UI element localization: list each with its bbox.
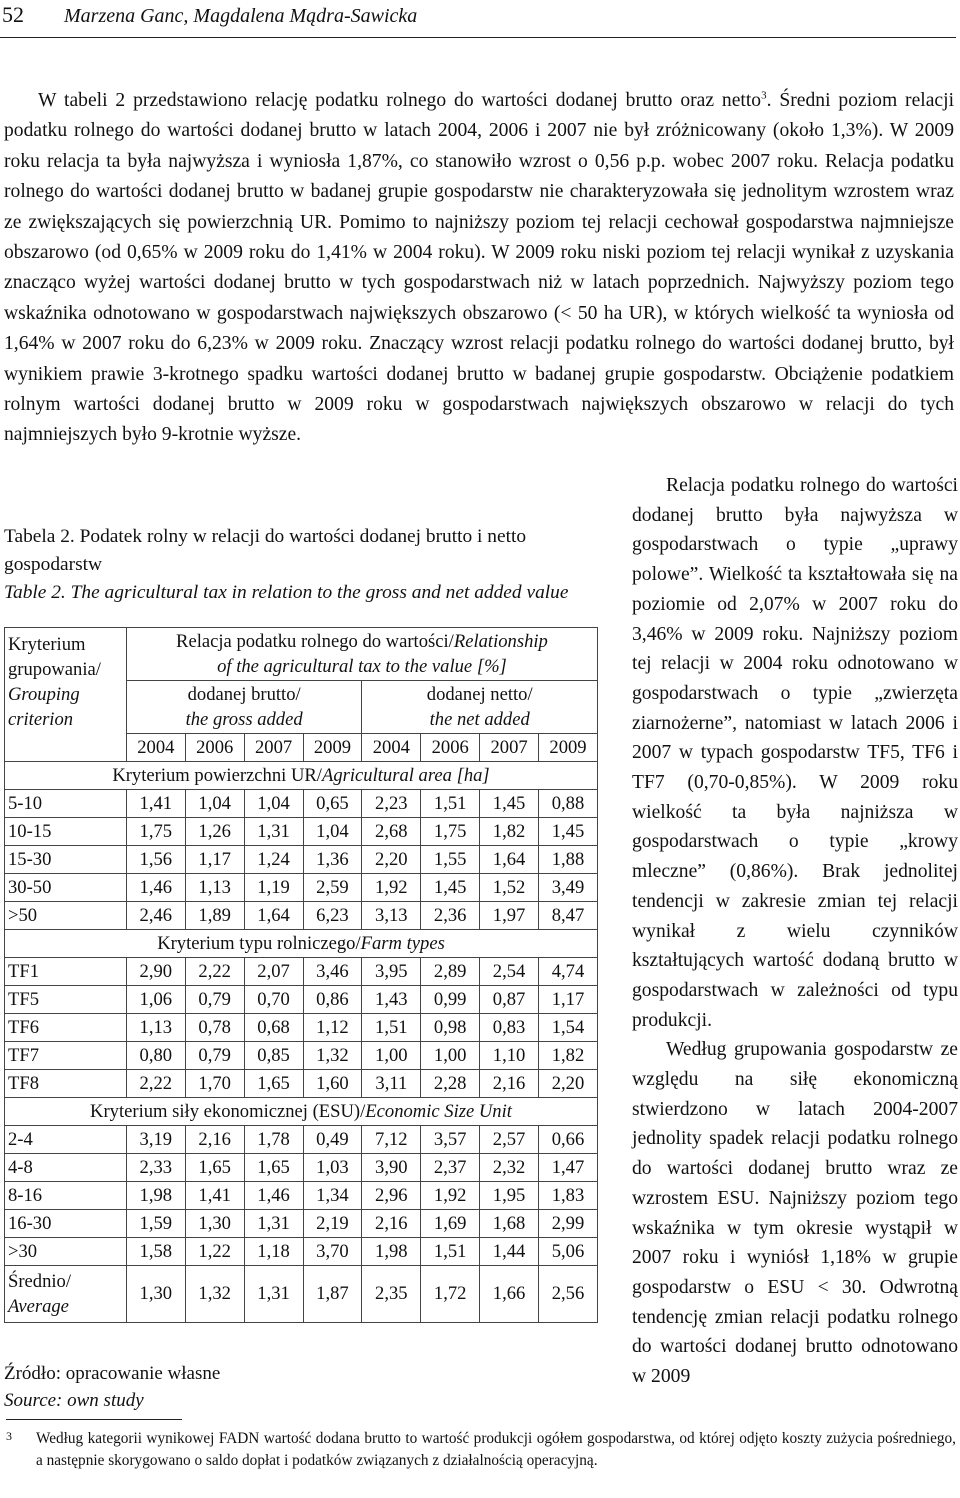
value-cell: 1,04: [244, 790, 303, 818]
value-cell: 2,20: [362, 846, 421, 874]
running-title: Marzena Ganc, Magdalena Mądra-Sawicka: [64, 5, 418, 27]
value-cell: 2,54: [480, 958, 539, 986]
average-label-pl: Średnio/: [8, 1271, 72, 1292]
row-label: 2-4: [5, 1126, 127, 1154]
value-cell: 3,13: [362, 902, 421, 930]
row-label: 16-30: [5, 1210, 127, 1238]
value-cell: 1,52: [480, 874, 539, 902]
average-value-cell: 2,35: [362, 1266, 421, 1323]
gross-header-en: the gross added: [185, 709, 303, 730]
value-cell: 2,22: [126, 1070, 185, 1098]
value-cell: 1,17: [185, 846, 244, 874]
value-cell: 1,69: [421, 1210, 480, 1238]
year-header-cell: 2007: [480, 734, 539, 762]
value-cell: 1,13: [185, 874, 244, 902]
value-cell: 1,92: [421, 1182, 480, 1210]
value-cell: 1,58: [126, 1238, 185, 1266]
value-cell: 0,80: [126, 1042, 185, 1070]
value-cell: 0,65: [303, 790, 362, 818]
value-cell: 1,65: [244, 1154, 303, 1182]
value-cell: 2,90: [126, 958, 185, 986]
group-title-row: [5, 1098, 598, 1126]
criterion-header: [5, 628, 127, 762]
intro-paragraph: [4, 86, 954, 451]
value-cell: 0,85: [244, 1042, 303, 1070]
intro-text-rest: . Średni poziom relacji podatku rolnego do wartości dodanej brutto w latach 2004, 2006 i 2007 nie był zróżnicowany (około 1,3%). W 2009 roku relacja ta była najwyższa i wyniosła 1,87%, co stanowiło wzrost o 0,56 p.p. wobec 2007 roku. Relacja podatku rolnego do wartości dodanej brutto w badanej grupie gospodarstw nie charakteryzowała się jednolitym wzrostem wraz ze zwiększających się powierzchnią UR. Pomimo to najniższy poziom tej relacji cechował gospodarstwa najmniejsze obszarowo (od 0,65% w 2009 roku do 1,41% w 2004 roku). W 2009 roku niski poziom tej relacji wynikał z uzyskania znacząco wyżej wartości dodanej brutto w tych gospodarstwach niż w latach poprzednich. Najwyższy poziom tego wskaźnika odnotowano w gospodarstwach największych obszarowo (< 50 ha UR), w których wielkość ta wyniosła od 1,64% w 2007 roku do 6,23% w 2009 roku. Znaczący wzrost relacji podatku rolnego do wartości dodanej brutto, był wynikiem prawie 3-krotnego spadku wartości dodanej brutto w badanej grupie gospodarstw. Obciążenie podatkiem rolnym wartości dodanej brutto w 2009 roku w gospodarstwach największych obszarowo w relacji do tych najmniejszych było 9-krotnie wyższe.: [4, 90, 955, 446]
value-cell: 3,95: [362, 958, 421, 986]
side-paragraph-1: Relacja podatku rolnego do wartości dodanej brutto była najwyższa w gospodarstwach o typie „uprawy polowe”. Wielkość ta kształtowała się na poziomie od 2,07% w 2007 roku do 3,46% w 2009 roku. Najniższy poziom tej relacji w 2004 roku odnotowano w gospodarstwach o typie „zwierzęta ziarnożerne”, natomiast w latach 2006 i 2007 w typach gospodarstw TF5, TF6 i TF7 (0,70-0,85%). W 2009 roku wielkość ta była najniższa w gospodarstwach o typie „krowy mleczne” (0,86%). Brak jednolitej tendencji w zakresie zmian tej relacji wynikał z wielu czynników kształtujących wartość dodaną brutto w gospodarstwach w zależności od typu produkcji.: [632, 475, 958, 1031]
average-value-cell: 1,32: [185, 1266, 244, 1323]
value-cell: 0,79: [185, 1042, 244, 1070]
value-cell: 1,06: [126, 986, 185, 1014]
value-cell: 0,68: [244, 1014, 303, 1042]
relation-header-en-2: of the agricultural tax to the value [%]: [217, 656, 507, 677]
footnote-text: Według kategorii wynikowej FADN wartość dodana brutto to wartość produkcji ogółem gospodarstwa, od której odjęto koszty zużycia pośredniego, a następnie skorygowano o saldo dopłat i podatków związanych z działalnością operacyjną.: [36, 1430, 956, 1469]
value-cell: 5,06: [539, 1238, 598, 1266]
value-cell: 0,98: [421, 1014, 480, 1042]
value-cell: 3,19: [126, 1126, 185, 1154]
table-row: [5, 1210, 598, 1238]
table-row: [5, 958, 598, 986]
table-row: [5, 874, 598, 902]
value-cell: 2,16: [362, 1210, 421, 1238]
year-header-cell: 2006: [421, 734, 480, 762]
table-row: [5, 1042, 598, 1070]
relation-header-pl: Relacja podatku rolnego do wartości/: [176, 631, 454, 652]
average-value-cell: 1,87: [303, 1266, 362, 1323]
row-label: 30-50: [5, 874, 127, 902]
value-cell: 1,98: [362, 1238, 421, 1266]
value-cell: 1,45: [480, 790, 539, 818]
table-row: [5, 846, 598, 874]
relation-header-en-1: Relationship: [453, 631, 548, 652]
value-cell: 2,22: [185, 958, 244, 986]
table-row: [5, 1126, 598, 1154]
group-title-row: [5, 762, 598, 790]
value-cell: 1,13: [126, 1014, 185, 1042]
value-cell: 1,24: [244, 846, 303, 874]
value-cell: 1,46: [244, 1182, 303, 1210]
average-value-cell: 2,56: [539, 1266, 598, 1323]
value-cell: 1,31: [244, 1210, 303, 1238]
value-cell: 1,64: [480, 846, 539, 874]
row-label: TF7: [5, 1042, 127, 1070]
value-cell: 1,47: [539, 1154, 598, 1182]
footnote-rule: [6, 1419, 182, 1420]
value-cell: 1,97: [480, 902, 539, 930]
value-cell: 1,17: [539, 986, 598, 1014]
value-cell: 1,43: [362, 986, 421, 1014]
footnote: [6, 1428, 956, 1471]
value-cell: 0,49: [303, 1126, 362, 1154]
value-cell: 1,36: [303, 846, 362, 874]
value-cell: 0,87: [480, 986, 539, 1014]
value-cell: 1,44: [480, 1238, 539, 1266]
gross-header: [126, 681, 362, 734]
value-cell: 2,33: [126, 1154, 185, 1182]
table-caption-pl: Tabela 2. Podatek rolny w relacji do wartości dodanej brutto i netto gospodarstw: [4, 526, 527, 575]
table-row: [5, 1238, 598, 1266]
value-cell: 2,23: [362, 790, 421, 818]
value-cell: 1,65: [185, 1154, 244, 1182]
value-cell: 1,04: [303, 818, 362, 846]
net-header-en: the net added: [429, 709, 530, 730]
row-label: TF6: [5, 1014, 127, 1042]
value-cell: 1,30: [185, 1210, 244, 1238]
group-title: [5, 1098, 598, 1126]
value-cell: 2,59: [303, 874, 362, 902]
value-cell: 1,56: [126, 846, 185, 874]
table-caption-en: Table 2. The agricultural tax in relation to the gross and net added value: [4, 582, 569, 603]
value-cell: 1,89: [185, 902, 244, 930]
average-value-cell: 1,72: [421, 1266, 480, 1323]
year-header-cell: 2006: [185, 734, 244, 762]
average-value-cell: 1,66: [480, 1266, 539, 1323]
value-cell: 1,92: [362, 874, 421, 902]
table-row: [5, 986, 598, 1014]
value-cell: 1,26: [185, 818, 244, 846]
value-cell: 1,70: [185, 1070, 244, 1098]
value-cell: 1,45: [539, 818, 598, 846]
year-header-cell: 2009: [303, 734, 362, 762]
table-row: [5, 1070, 598, 1098]
value-cell: 1,19: [244, 874, 303, 902]
year-header-cell: 2009: [539, 734, 598, 762]
table-row: [5, 1014, 598, 1042]
row-label: 4-8: [5, 1154, 127, 1182]
value-cell: 2,36: [421, 902, 480, 930]
value-cell: 2,16: [480, 1070, 539, 1098]
average-value-cell: 1,30: [126, 1266, 185, 1323]
value-cell: 1,31: [244, 818, 303, 846]
criterion-header-en: Grouping criterion: [8, 684, 80, 730]
value-cell: 1,60: [303, 1070, 362, 1098]
net-header: [362, 681, 598, 734]
group-title-en: Farm types: [360, 932, 445, 954]
value-cell: 1,98: [126, 1182, 185, 1210]
row-label: 15-30: [5, 846, 127, 874]
value-cell: 1,75: [126, 818, 185, 846]
footnote-ref: 3: [761, 89, 767, 102]
value-cell: 1,54: [539, 1014, 598, 1042]
source-pl: Źródło: opracowanie własne: [4, 1363, 221, 1384]
value-cell: 1,12: [303, 1014, 362, 1042]
table-caption: [4, 523, 604, 607]
group-title-en: Economic Size Unit: [365, 1100, 512, 1122]
value-cell: 1,22: [185, 1238, 244, 1266]
value-cell: 1,51: [421, 790, 480, 818]
value-cell: 2,99: [539, 1210, 598, 1238]
value-cell: 1,46: [126, 874, 185, 902]
value-cell: 1,41: [126, 790, 185, 818]
value-cell: 2,20: [539, 1070, 598, 1098]
side-column: [632, 471, 958, 1392]
value-cell: 2,89: [421, 958, 480, 986]
value-cell: 1,75: [421, 818, 480, 846]
value-cell: 2,28: [421, 1070, 480, 1098]
value-cell: 0,70: [244, 986, 303, 1014]
group-title-pl: Kryterium siły ekonomicznej (ESU)/: [90, 1100, 366, 1122]
value-cell: 3,49: [539, 874, 598, 902]
value-cell: 0,79: [185, 986, 244, 1014]
value-cell: 1,18: [244, 1238, 303, 1266]
value-cell: 1,41: [185, 1182, 244, 1210]
value-cell: 3,11: [362, 1070, 421, 1098]
table-source: [4, 1360, 220, 1414]
value-cell: 1,00: [362, 1042, 421, 1070]
value-cell: 0,83: [480, 1014, 539, 1042]
intro-text-start: W tabeli 2 przedstawiono relację podatku rolnego do wartości dodanej brutto oraz netto: [38, 90, 762, 111]
value-cell: 1,55: [421, 846, 480, 874]
group-title-en: Agricultural area [ha]: [321, 764, 490, 786]
row-label: >30: [5, 1238, 127, 1266]
header-rule: [0, 37, 956, 38]
page-number: 52: [2, 2, 24, 27]
criterion-header-pl: Kryterium grupowania/: [8, 634, 101, 680]
value-cell: 1,59: [126, 1210, 185, 1238]
value-cell: 3,57: [421, 1126, 480, 1154]
value-cell: 0,78: [185, 1014, 244, 1042]
value-cell: 1,82: [480, 818, 539, 846]
value-cell: 1,88: [539, 846, 598, 874]
value-cell: 0,86: [303, 986, 362, 1014]
average-label: [5, 1266, 127, 1323]
value-cell: 3,70: [303, 1238, 362, 1266]
page-header: [0, 0, 960, 40]
value-cell: 4,74: [539, 958, 598, 986]
year-header-cell: 2004: [362, 734, 421, 762]
source-en: Source: own study: [4, 1390, 144, 1411]
footnote-mark: 3: [6, 1429, 12, 1443]
value-cell: 1,51: [362, 1014, 421, 1042]
value-cell: 1,83: [539, 1182, 598, 1210]
gross-header-pl: dodanej brutto/: [187, 684, 301, 705]
value-cell: 2,96: [362, 1182, 421, 1210]
group-title-row: [5, 930, 598, 958]
value-cell: 2,32: [480, 1154, 539, 1182]
value-cell: 1,68: [480, 1210, 539, 1238]
row-label: TF1: [5, 958, 127, 986]
average-row: [5, 1266, 598, 1323]
value-cell: 1,95: [480, 1182, 539, 1210]
value-cell: 1,32: [303, 1042, 362, 1070]
value-cell: 0,99: [421, 986, 480, 1014]
side-paragraph-2: Według grupowania gospodarstw ze względu na siłę ekonomiczną stwierdzono w latach 2004-2007 jednolity spadek relacji podatku rolnego do wartości dodanej brutto wraz ze wzrostem ESU. Najniższy poziom tego wskaźnika w tym okresie wystąpił w 2007 roku i wyniósł 1,18% w grupie gospodarstw o ESU < 30. Odwrotną tendencję zmian relacji podatku rolnego do wartości dodanej brutto odnotowano w 2009: [632, 1039, 958, 1388]
net-header-pl: dodanej netto/: [426, 684, 533, 705]
value-cell: 1,64: [244, 902, 303, 930]
value-cell: 1,04: [185, 790, 244, 818]
value-cell: 2,16: [185, 1126, 244, 1154]
table-row: [5, 902, 598, 930]
year-header-cell: 2007: [244, 734, 303, 762]
table-row: [5, 790, 598, 818]
value-cell: 3,46: [303, 958, 362, 986]
value-cell: 2,07: [244, 958, 303, 986]
table-row: [5, 1154, 598, 1182]
value-cell: 7,12: [362, 1126, 421, 1154]
value-cell: 6,23: [303, 902, 362, 930]
value-cell: 1,65: [244, 1070, 303, 1098]
value-cell: 3,90: [362, 1154, 421, 1182]
value-cell: 8,47: [539, 902, 598, 930]
value-cell: 2,19: [303, 1210, 362, 1238]
table-row: [5, 1182, 598, 1210]
value-cell: 1,45: [421, 874, 480, 902]
value-cell: 2,46: [126, 902, 185, 930]
group-title-pl: Kryterium typu rolniczego/: [157, 932, 361, 954]
value-cell: 0,66: [539, 1126, 598, 1154]
row-label: TF5: [5, 986, 127, 1014]
row-label: >50: [5, 902, 127, 930]
average-label-en: Average: [8, 1296, 69, 1317]
tax-relation-table: [4, 627, 598, 1323]
table-header-row-1: [5, 628, 598, 681]
group-title-pl: Kryterium powierzchni UR/: [112, 764, 322, 786]
row-label: 5-10: [5, 790, 127, 818]
value-cell: 1,78: [244, 1126, 303, 1154]
value-cell: 1,10: [480, 1042, 539, 1070]
value-cell: 1,82: [539, 1042, 598, 1070]
value-cell: 1,51: [421, 1238, 480, 1266]
average-value-cell: 1,31: [244, 1266, 303, 1323]
value-cell: 1,34: [303, 1182, 362, 1210]
value-cell: 1,03: [303, 1154, 362, 1182]
value-cell: 1,00: [421, 1042, 480, 1070]
year-header-cell: 2004: [126, 734, 185, 762]
relation-header: [126, 628, 597, 681]
group-title: [5, 762, 598, 790]
group-title: [5, 930, 598, 958]
row-label: TF8: [5, 1070, 127, 1098]
value-cell: 2,57: [480, 1126, 539, 1154]
value-cell: 0,88: [539, 790, 598, 818]
value-cell: 2,68: [362, 818, 421, 846]
value-cell: 2,37: [421, 1154, 480, 1182]
table-row: [5, 818, 598, 846]
row-label: 10-15: [5, 818, 127, 846]
row-label: 8-16: [5, 1182, 127, 1210]
